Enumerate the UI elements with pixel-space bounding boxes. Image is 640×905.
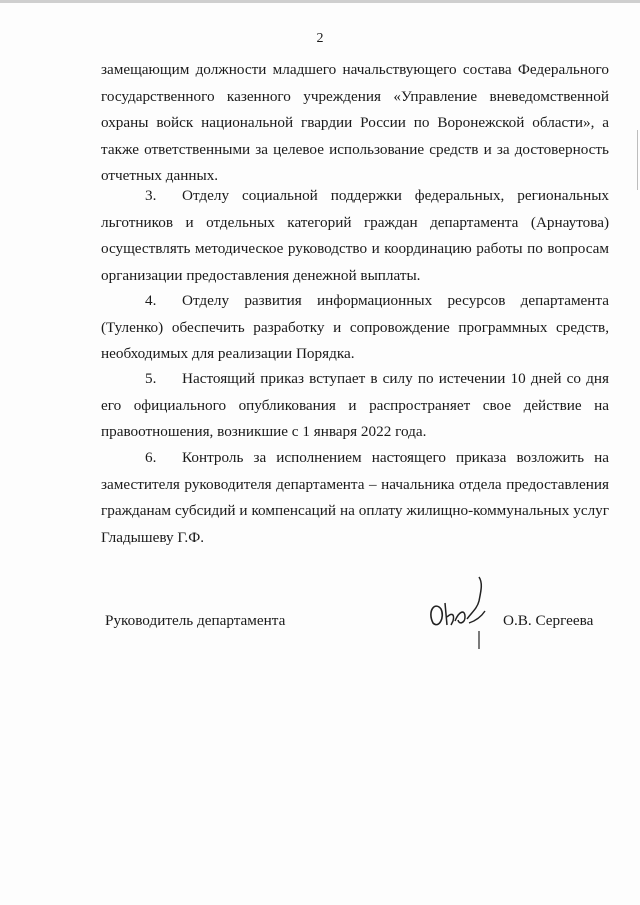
signatory-title: Руководитель департамента <box>105 612 286 629</box>
paragraph-line: также ответственными за целевое использование средств и за достоверность <box>101 141 609 158</box>
item-text: Отделу социальной поддержки федеральных, региональных льготников и отдельных категорий граждан департамента (Арнаутова) осуществлять методическое руководство и координацию работы по вопросам организации предоставления денежной выплаты. <box>101 187 609 284</box>
page-number: 2 <box>316 31 324 46</box>
item-number: 3. <box>145 187 157 204</box>
list-item <box>101 445 609 551</box>
item-text: Контроль за исполнением настоящего приказа возложить на заместителя руководителя департамента – начальника отдела предоставления гражданам субсидий и компенсаций на оплату жилищно-коммунальных услуг Гладышеву Г.Ф. <box>101 449 609 546</box>
list-item <box>101 366 609 446</box>
signatory-name: О.В. Сергеева <box>503 612 594 629</box>
item-number: 5. <box>145 370 157 387</box>
item-number: 4. <box>145 292 157 309</box>
list-item <box>101 183 609 289</box>
scan-edge <box>637 130 638 190</box>
paragraph-line: государственного казенного учреждения «Управление вневедомственной <box>101 88 609 105</box>
paragraph-line: замещающим должности младшего начальствующего состава Федерального <box>101 61 609 78</box>
item-text: Отделу развития информационных ресурсов департамента (Туленко) обеспечить разработку и сопровождение программных средств, необходимых для реализации Порядка. <box>101 292 609 362</box>
paragraph-line: отчетных данных. <box>101 167 219 184</box>
item-number: 6. <box>145 449 157 466</box>
scan-edge <box>0 0 640 3</box>
paragraph-line: охраны войск национальной гвардии России по Воронежской области», а <box>101 114 609 131</box>
signature-block <box>105 610 605 640</box>
item-text: Настоящий приказ вступает в силу по истечении 10 дней со дня его официального опубликования и распространяет свое действие на правоотношения, возникшие с 1 января 2022 года. <box>101 370 609 440</box>
list-item <box>101 288 609 368</box>
